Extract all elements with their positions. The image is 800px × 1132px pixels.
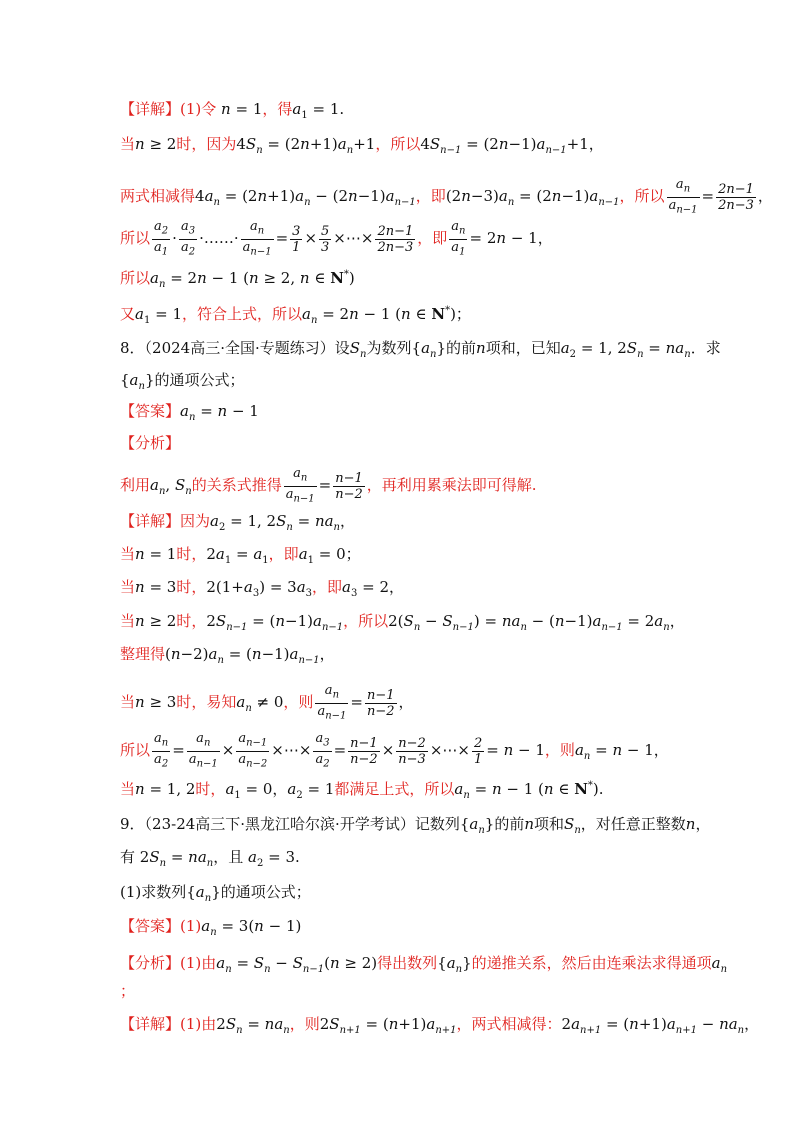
detail-tag: 【详解】 (120, 100, 181, 118)
text: 当 (120, 780, 136, 798)
text: ，所以 (343, 612, 389, 630)
detail-8-line-6: 当n ≥ 3时，易知$a_n \ne 0$，则 $\frac{a_n}{a_{n-1}}$ = $\frac{n-1}{n-2}$ ， (120, 683, 414, 722)
answer-tag: 【答案】 (120, 917, 181, 935)
answer-tag: 【答案】 (120, 402, 181, 420)
text: 时，因为 (176, 135, 237, 153)
text: ，对任意正整数 (580, 815, 686, 833)
detail-tag: 【详解】 (120, 512, 181, 530)
text: 时，易知 (176, 693, 237, 712)
text: ，即 (268, 545, 299, 563)
text: 的前 (494, 815, 525, 833)
detail-8-line-4: 当n ≥ 2时，$2S_{n-1} = (n-1)a_{n-1}$，所以$2(S_n - S_{n-1}) = na_n - (n-1)a_{n-1} = 2a_n$， (120, 612, 685, 633)
detail-8-line-8: 当n = 1, 2时，$a_1 = 0$，$a_2 = 1$都满足上式，所以$a_n = n - 1$ (n ∈ N*). (120, 780, 604, 801)
detail-8-line-1: 【详解】因为$a_2 = 1$, $2S_n = na_n$， (120, 512, 356, 533)
question-9-line-2: 有 $2S_n = na_n$，且 $a_2 = 3$. (120, 848, 300, 869)
text: 的递推关系，然后由连乘法求得通项 (471, 954, 712, 972)
text: 所以 (120, 269, 151, 287)
text: 都满足上式，所以 (334, 780, 455, 798)
text: 得出数列 (377, 954, 438, 972)
question-9-part-1: (1)求数列$\{a_n\}$的通项公式； (120, 883, 311, 904)
text: (1)由 (180, 954, 217, 972)
analysis-8-tag (120, 432, 740, 454)
text: 8．（2024高三·全国·专题练习）设 (120, 339, 350, 357)
text: 的前 (446, 339, 477, 357)
analysis-9: 【分析】(1)由$a_n = S_n - S_{n-1}(n \ge 2)$得出数列$\{a_n\}$的递推关系，然后由连乘法求得通项$a_n$ (120, 954, 728, 975)
text: 时， (176, 612, 207, 630)
text: 利用 (120, 476, 151, 495)
text: ，即 (417, 229, 448, 248)
detail-line-6: 又$a_1 = 1$，符合上式，所以$a_n = 2n - 1$ (n ∈ N*)； (120, 305, 471, 326)
text: ，即 (415, 187, 446, 206)
text: 因为 (180, 512, 211, 530)
text: 当 (120, 693, 136, 712)
question-8: 8．（2024高三·全国·专题练习）设$S_n$为数列$\{a_n\}$的前n项和，已知$a_2 = 1$, $2S_n = na_n$．求 (120, 339, 721, 360)
question-9: 9．（23-24高三下·黑龙江哈尔滨·开学考试）记数列$\{a_n\}$的前n项和$S_n$，对任意正整数n， (120, 815, 711, 836)
text: ．求 (690, 339, 721, 357)
answer-9: 【答案】$(1)a_n = 3(n - 1)$ (120, 917, 302, 938)
text: (1)由 (180, 1015, 217, 1033)
text: ，即 (312, 578, 343, 596)
text: (1)求数列 (120, 883, 187, 901)
text: 时， (195, 780, 226, 798)
text: 项和，已知 (485, 339, 561, 357)
text: (1) (180, 917, 202, 935)
text: 当 (120, 612, 136, 630)
analysis-tag: 【分析】 (120, 954, 181, 972)
text: 的通项公式； (220, 883, 311, 901)
detail-8-line-7: 所以 $\frac{a_n}{a_2}$ = $\frac{a_n}{a_{n-1}}$ × $\frac{a_{n-1}}{a_{n-2}}$ ×⋯× $\frac{a_3}{a_2}$ = $\frac{n-1}{n-2}$ × $\frac{n-2}{n-3}$ ×⋯× $\frac{2}{1}$ = n − 1，则$a_n = n - 1$， (120, 731, 669, 770)
text: 整理得 (120, 645, 166, 663)
detail-8-line-2: 当n = 1时，$2a_1 = a_1$，即$a_1 = 0$； (120, 545, 361, 566)
text: 又 (120, 305, 136, 323)
text: ，所以 (375, 135, 421, 153)
text: 有 (120, 848, 136, 866)
text: 当 (120, 135, 136, 153)
detail-line-1: 【详解】(1)令 n = 1，得$a_1 = 1$. (120, 100, 345, 121)
text: 时， (176, 545, 207, 563)
detail-line-3: 两式相减得$4a_n = (2n+1)a_n - (2n-1)a_{n-1}$，即$(2n-3)a_n = (2n-1)a_{n-1}$，所以 $\frac{a_n}{a_{n-1}}$ = $\frac{2n-1}{2n-3}$ ， (120, 177, 773, 216)
text: 的关系式推得 (191, 476, 282, 495)
detail-8-line-5: 整理得$(n-2)a_n = (n-1)a_{n-1}$， (120, 645, 335, 666)
detail-line-4: 所以 $\frac{a_2}{a_1}$ · $\frac{a_3}{a_2}$ ·……· $\frac{a_n}{a_{n-1}}$ = $\frac{3}{1}$ × $\frac{5}{3}$ ×⋯× $\frac{2n-1}{2n-3}$ ，即 $\frac{a_n}{a_1}$ = 2n − 1， (120, 219, 553, 258)
text: 当 (120, 578, 136, 596)
text: 两式相减得 (120, 187, 196, 206)
text: ，则 (289, 1015, 320, 1033)
text: ，则 (544, 741, 575, 760)
question-8-line-2: $\{a_n\}$的通项公式； (120, 371, 245, 392)
detail-9: 【详解】(1)由$2S_n = na_n$，则$2S_{n+1} = (n+1)a_{n+1}$，两式相减得：$2a_{n+1} = (n+1)a_{n+1} - na_n$， (120, 1015, 760, 1036)
text: 为数列 (366, 339, 412, 357)
text: ，两式相减得： (456, 1015, 562, 1033)
text: 所以 (120, 229, 151, 248)
analysis-8: 利用$a_n$, $S_n$的关系式推得 $\frac{a_n}{a_{n-1}}$ = $\frac{n-1}{n-2}$ ，再利用累乘法即可得解. (120, 466, 537, 505)
text: 的通项公式； (154, 371, 245, 389)
detail-line-5: 所以$a_n = 2n - 1$ (n ≥ 2, n ∈ N*) (120, 269, 355, 290)
text: ，则 (283, 693, 314, 712)
text: (1)令 (180, 100, 217, 118)
detail-tag: 【详解】 (120, 1015, 181, 1033)
text: ，所以 (619, 187, 665, 206)
answer-8: 【答案】$a_n = n - 1$ (120, 402, 259, 423)
text: ，再利用累乘法即可得解. (366, 476, 537, 495)
analysis-9-cont: ； (120, 982, 136, 1000)
detail-line-2: 当n ≥ 2时，因为$4S_n = (2n+1)a_n+1$，所以$4S_{n-1} = (2n-1)a_{n-1}+1$， (120, 135, 604, 156)
text: 所以 (120, 741, 151, 760)
text: ，符合上式，所以 (182, 305, 303, 323)
text: 项和 (534, 815, 565, 833)
text: ，且 (213, 848, 244, 866)
text: 当 (120, 545, 136, 563)
text: 时， (176, 578, 207, 596)
analysis-tag: 【分析】 (120, 434, 181, 452)
text: ，得 (262, 100, 293, 118)
text: 9．（23-24高三下·黑龙江哈尔滨·开学考试）记数列 (120, 815, 460, 833)
detail-8-line-3: 当n = 3时，$2(1+a_3) = 3a_3$，即$a_3 = 2$， (120, 578, 405, 599)
